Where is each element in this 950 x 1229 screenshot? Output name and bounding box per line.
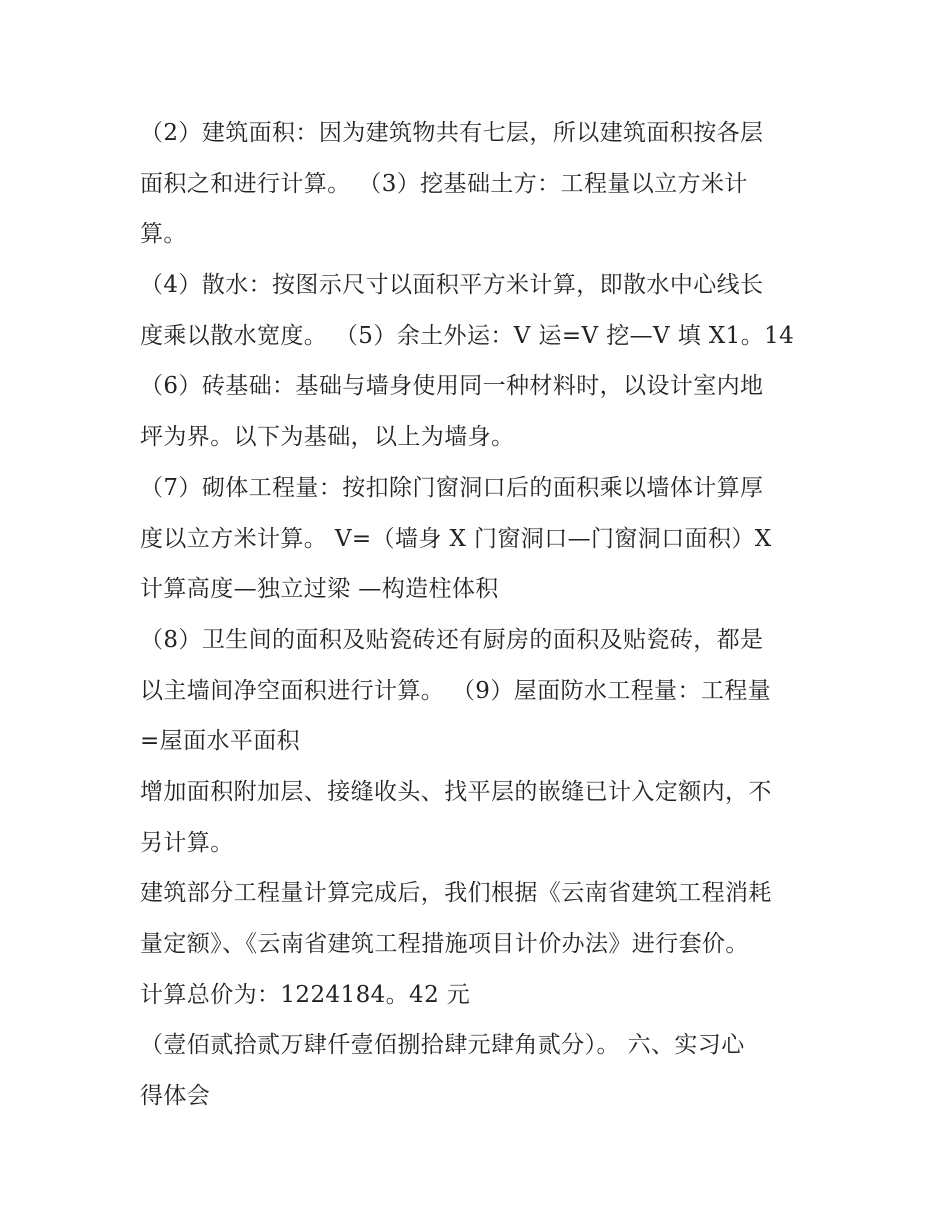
text-line: 计算高度—独立过梁 —构造柱体积 [140,576,499,603]
text-line: 建筑部分工程量计算完成后，我们根据《云南省建筑工程消耗 [140,880,772,907]
text-line: （2）建筑面积：因为建筑物共有七层，所以建筑面积按各层 [140,120,764,146]
text-line: 坪为界。以下为基础，以上为墙身。 [140,424,515,451]
text-line: 以主墙间净空面积进行计算。 （9）屋面防水工程量：工程量 [140,677,772,704]
text-line: 度乘以散水宽度。 （5）余土外运：V 运=V 挖—V 填 X1。14 [140,322,795,349]
text-line: 算。 [140,221,187,248]
text-line: （壹佰贰拾贰万肆仟壹佰捌拾肆元肆角贰分）。 六、实习心 [140,1032,745,1059]
body-text [140,108,830,1122]
text-line: （4）散水：按图示尺寸以面积平方米计算，即散水中心线长 [140,272,764,299]
text-line: 量定额》、《云南省建筑工程措施项目计价办法》进行套价。 [140,931,749,957]
text-line: 计算总价为：1224184。42 元 [140,981,471,1008]
text-line: （8）卫生间的面积及贴瓷砖还有厨房的面积及贴瓷砖，都是 [140,626,764,653]
text-line: =屋面水平面积 [140,728,301,755]
text-line: 面积之和进行计算。 （3）挖基础土方：工程量以立方米计 [140,170,748,197]
text-line: 另计算。 [140,829,234,856]
text-line: （7）砌体工程量：按扣除门窗洞口后的面积乘以墙体计算厚 [140,474,764,501]
text-line: （6）砖基础：基础与墙身使用同一种材料时，以设计室内地 [140,373,764,400]
text-line: 度以立方米计算。 V=（墙身 X 门窗洞口—门窗洞口面积）X [140,525,772,552]
text-line: 得体会 [140,1083,211,1110]
text-line: 增加面积附加层、接缝收头、找平层的嵌缝已计入定额内，不 [140,778,772,805]
